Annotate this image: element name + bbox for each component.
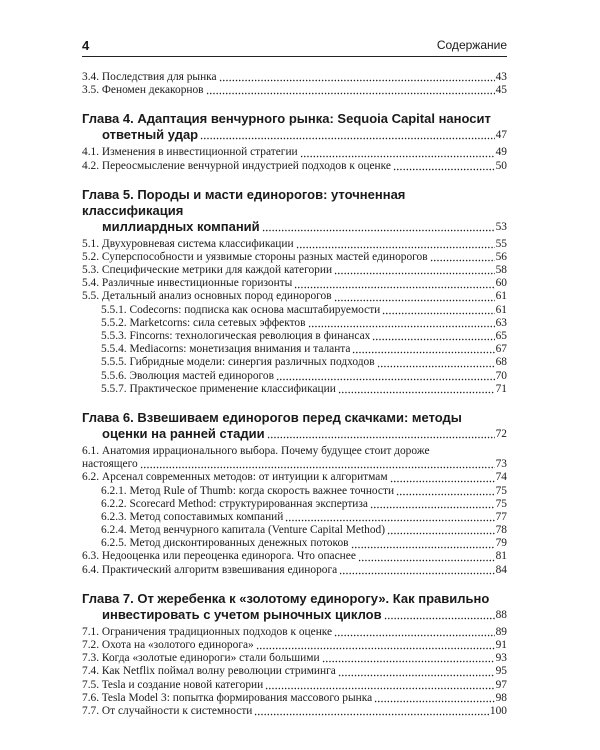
- toc-entry[interactable]: 5.1. Двухуровневая система классификации 55: [82, 237, 507, 250]
- toc-entry[interactable]: 7.5. Tesla и создание новой категории 97: [82, 678, 507, 691]
- toc-subentry[interactable]: 5.5.7. Практическое применение классификации 71: [101, 382, 507, 395]
- toc-entry-first-line[interactable]: 6.1. Анатомия иррационального выбора. Почему будущее стоит дороже: [82, 445, 430, 457]
- toc-subentry[interactable]: 6.2.1. Метод Rule of Thumb: когда скорость важнее точности 75: [101, 484, 507, 497]
- toc-entry[interactable]: 6.2. Арсенал современных методов: от интуиции к алгоритмам 74: [82, 471, 507, 484]
- chapter-heading[interactable]: Глава 7. От жеребенка к «золотому единорогу». Как правильно инвестировать с учетом рыночных циклов 88: [82, 590, 507, 622]
- toc-entry[interactable]: 5.4. Различные инвестиционные горизонты 60: [82, 277, 507, 290]
- toc-entry[interactable]: настоящего 73: [82, 458, 507, 471]
- toc-entry[interactable]: 7.4. Как Netflix поймал волну революции стриминга 95: [82, 665, 507, 678]
- toc-subentry[interactable]: 6.2.2. Scorecard Method: структурированная экспертиза 75: [101, 497, 507, 510]
- toc-entry[interactable]: 4.2. Переосмысление венчурной индустрией подходов к оценке 50: [82, 159, 507, 172]
- running-header: [82, 38, 507, 54]
- header-rule: [82, 56, 507, 57]
- toc-subentry[interactable]: 5.5.3. Fincorns: технологическая революция в финансах 65: [101, 330, 507, 343]
- toc-subentry[interactable]: 6.2.4. Метод венчурного капитала (Venture Capital Method) 78: [101, 524, 507, 537]
- toc-subentry[interactable]: 6.2.3. Метод сопоставимых компаний 77: [101, 510, 507, 523]
- toc-entry[interactable]: 7.3. Когда «золотые единороги» стали большими 93: [82, 652, 507, 665]
- toc-entry[interactable]: 6.3. Недооценка или переоценка единорога. Что опаснее 81: [82, 550, 507, 563]
- toc-entry[interactable]: 3.5. Феномен декакорнов 45: [82, 84, 507, 97]
- toc-entry[interactable]: 5.5. Детальный анализ основных пород единорогов 61: [82, 290, 507, 303]
- toc-subentry[interactable]: 5.5.1. Codecorns: подписка как основа масштабируемости 61: [101, 303, 507, 316]
- toc-entry[interactable]: 3.4. Последствия для рынка 43: [82, 71, 507, 83]
- toc-entry[interactable]: 7.2. Охота на «золотого единорога» 91: [82, 639, 507, 652]
- toc-subentry[interactable]: 5.5.5. Гибридные модели: синергия различных подходов 68: [101, 356, 507, 369]
- toc-entry[interactable]: 7.7. От случайности к системности 100: [82, 705, 507, 717]
- toc-subentry[interactable]: 5.5.2. Marketcorns: сила сетевых эффектов 63: [101, 316, 507, 329]
- page-number: 4: [82, 38, 90, 53]
- toc-entry[interactable]: 4.1. Изменения в инвестиционной стратегии 49: [82, 146, 507, 159]
- table-of-contents: [82, 71, 507, 718]
- toc-subentry[interactable]: 5.5.4. Mediacorns: монетизация внимания и таланта 67: [101, 343, 507, 356]
- toc-entry[interactable]: 6.4. Практический алгоритм взвешивания единорога 84: [82, 563, 507, 576]
- toc-entry[interactable]: 7.6. Tesla Model 3: попытка формирования массового рынка 98: [82, 691, 507, 704]
- toc-entry[interactable]: 5.3. Специфические метрики для каждой категории 58: [82, 264, 507, 277]
- toc-subentry[interactable]: 6.2.5. Метод дисконтированных денежных потоков 79: [101, 537, 507, 550]
- toc-entry[interactable]: 5.2. Суперспособности и уязвимые стороны разных мастей единорогов 56: [82, 250, 507, 263]
- toc-entry[interactable]: 7.1. Ограничения традиционных подходов к оценке 89: [82, 625, 507, 638]
- toc-subentry[interactable]: 5.5.6. Эволюция мастей единорогов 70: [101, 369, 507, 382]
- chapter-heading[interactable]: Глава 6. Взвешиваем единорогов перед скачками: методы оценки на ранней стадии 72: [82, 410, 507, 441]
- chapter-heading[interactable]: Глава 4. Адаптация венчурного рынка: Sequoia Capital наносит ответный удар 47: [82, 111, 507, 143]
- chapter-heading[interactable]: Глава 5. Породы и масти единорогов: уточненная классификация миллиардных компаний 53: [82, 186, 507, 234]
- section-title: Содержание: [436, 38, 507, 52]
